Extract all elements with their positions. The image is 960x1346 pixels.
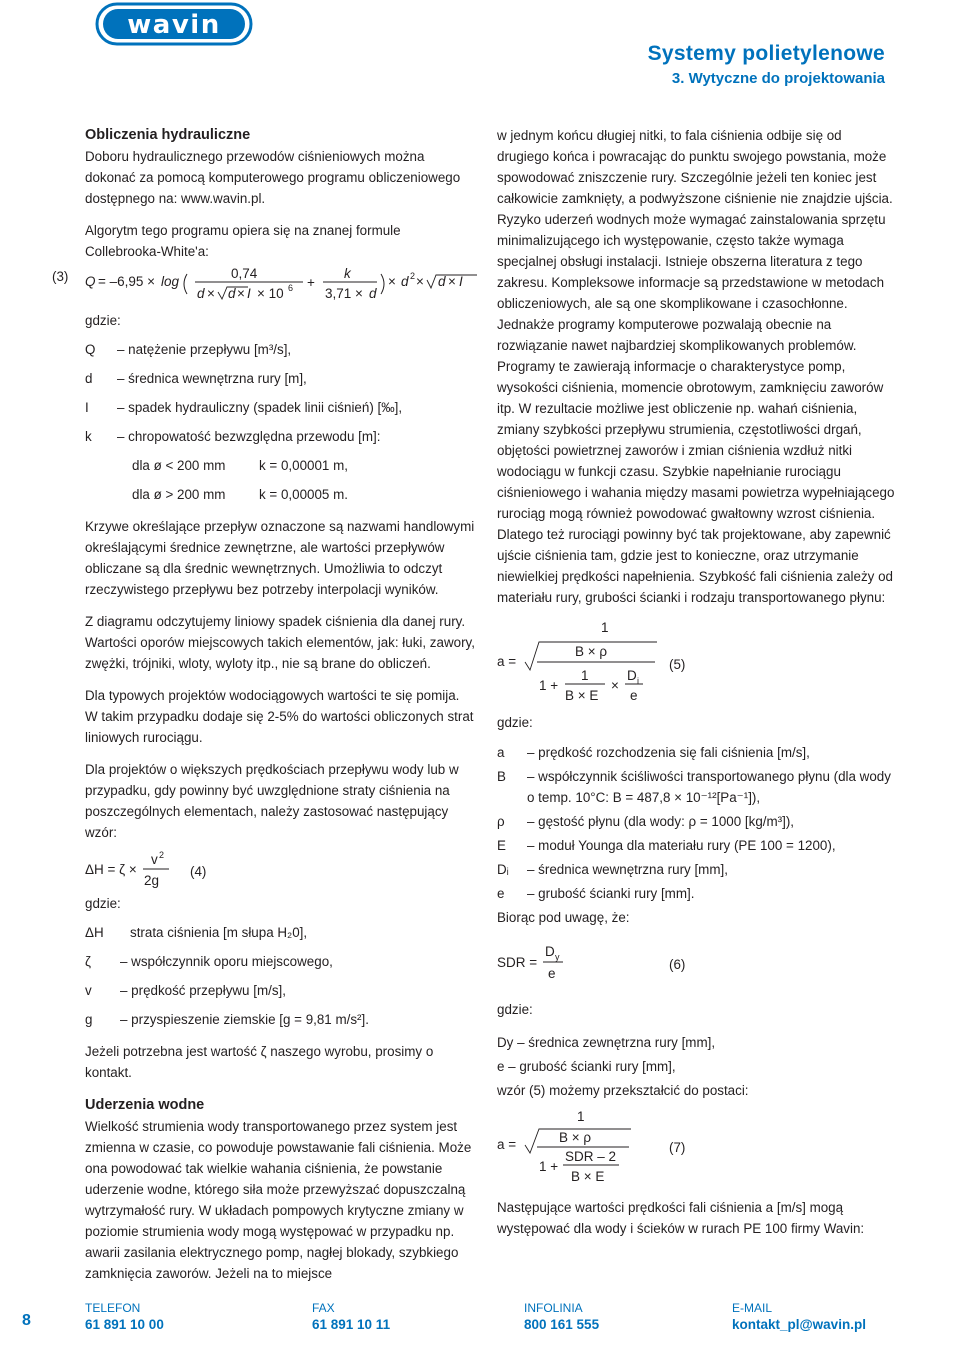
paragraph: Krzywe określające przepływ oznaczone są nazwami handlowymi określającymi średnice zewnętrzne, ale wartości przepływów obliczane są dla średnic wewnętrznych. Umożliwia to odczyt rzeczywistego przepływu bez potrzeby interpolacji wyników. <box>85 519 475 597</box>
svg-text:a =: a = <box>497 1137 517 1152</box>
definition-row <box>85 368 475 389</box>
svg-text:1: 1 <box>577 1109 585 1124</box>
svg-text:SDR =: SDR = <box>497 955 538 970</box>
definition-text: – współczynnik oporu miejscowego, <box>120 954 333 969</box>
svg-text:a =: a = <box>497 654 517 669</box>
definition-row <box>85 951 475 972</box>
formula-number: (7) <box>669 1140 686 1155</box>
footer-label: E-MAIL <box>732 1301 773 1315</box>
definition-symbol: d <box>85 371 93 386</box>
definition-symbol: k <box>85 429 92 444</box>
definition-symbol: ρ <box>497 814 505 829</box>
definition-text: – średnica wewnętrzna rury [mm], <box>527 862 728 877</box>
svg-text:3,71 ×: 3,71 × <box>325 286 363 301</box>
svg-text:×: × <box>416 274 424 289</box>
definition-symbol: v <box>85 983 92 998</box>
svg-text:2: 2 <box>159 850 165 860</box>
svg-text:I: I <box>459 274 463 289</box>
svg-text:ΔH = ζ ×: ΔH = ζ × <box>85 862 137 877</box>
svg-text:×: × <box>388 274 396 289</box>
svg-text:×: × <box>611 678 619 693</box>
definition-symbol: a <box>497 745 505 760</box>
svg-text:1 +: 1 + <box>539 678 559 693</box>
section-subtitle: 3. Wytyczne do projektowania <box>671 70 885 87</box>
paragraph: Następujące wartości prędkości fali ciśnienia a [m/s] mogą występować dla wody i ścieków w rurach PE 100 firmy Wavin: <box>497 1200 865 1236</box>
svg-text:×: × <box>448 274 456 289</box>
svg-text:2: 2 <box>410 271 416 281</box>
svg-text:d: d <box>197 286 205 301</box>
formula-wave-speed <box>497 612 897 712</box>
svg-text:1: 1 <box>601 620 609 635</box>
roughness-value: k = 0,00001 m, <box>259 458 348 473</box>
paragraph: Dla projektów o większych prędkościach przepływu wody lub w przypadku, gdy powinny być uwzględnione straty ciśnienia na poszczególnych elementach, należy zastosować następujący wzór: <box>85 762 459 840</box>
roughness-condition: dla ø < 200 mm <box>132 458 226 473</box>
svg-text:B × E: B × E <box>565 688 599 703</box>
svg-text:Q: Q <box>85 274 96 289</box>
paragraph: Dla typowych projektów wodociągowych wartości te się pomija. W takim przypadku dodaje się 2-5% do wartości obliczonych strat liniowych rurociągu. <box>85 688 474 745</box>
svg-text:6: 6 <box>288 283 294 293</box>
footer-value: 61 891 10 11 <box>312 1317 391 1332</box>
footer-hotline <box>524 1301 599 1333</box>
svg-text:B × ρ: B × ρ <box>559 1130 592 1145</box>
svg-text:d: d <box>369 286 377 301</box>
formula-number: (3) <box>52 269 69 284</box>
definition-row <box>497 859 897 880</box>
paragraph: Algorytm tego programu opiera się na znanej formule Collebrooka-White'a: <box>85 223 401 259</box>
roughness-value: k = 0,00005 m. <box>259 487 348 502</box>
paragraph: Wielkość strumienia wody transportowanego przez system jest zmienna w czasie, co powoduje powstawanie fali ciśnienia. Może ona powodować tak wielkie wahania ciśnienia, że powstanie uderzenie wodne, którego siła może przewyższać dopuszczalną wytrzymałość rury. W układach pompowych krytyczne zmiany w poziomie strumienia wody mogą występować w przypadku np. awarii zasilania elektrycznego pomp, nagłej blokady, szybkiego zamknięcia zaworów. Jeżeli na to miejsce <box>85 1119 472 1281</box>
definition-text: – przyspieszenie ziemskie [g = 9,81 m/s²]. <box>120 1012 369 1027</box>
label-gdzie: gdzie: <box>85 313 121 328</box>
formula-number: (6) <box>669 957 686 972</box>
definition-symbol: E <box>497 838 506 853</box>
roughness-condition: dla ø > 200 mm <box>132 487 226 502</box>
paragraph: Z diagramu odczytujemy liniowy spadek ciśnienia dla danej rury. Wartości oporów miejscowych takich elementów, jak: łuki, zawory, zwężki, trójniki, wloty, wyloty itp., nie są brane do obliczeń. <box>85 614 475 671</box>
heading-water-hammer: Uderzenia wodne <box>85 1097 205 1113</box>
svg-text:d: d <box>228 286 236 301</box>
definition-text: – natężenie przepływu [m³/s], <box>117 342 292 357</box>
label-gdzie: gdzie: <box>497 715 533 730</box>
definition-row <box>497 835 897 856</box>
svg-text:i: i <box>637 676 639 686</box>
definition-text: – moduł Younga dla materiału rury (PE 100 = 1200), <box>527 838 836 853</box>
paragraph: Doboru hydraulicznego przewodów ciśnieniowych można dokonać za pomocą komputerowego programu obliczeniowego dostępnego na: www.wavin.pl. <box>85 149 461 206</box>
svg-text:+: + <box>307 275 315 290</box>
formula-head-loss <box>85 847 475 893</box>
svg-text:d: d <box>438 274 446 289</box>
roughness-row <box>85 484 475 505</box>
page-title: Systemy polietylenowe <box>647 42 885 65</box>
definition-symbol: Q <box>85 342 96 357</box>
label-gdzie: gdzie: <box>85 896 121 911</box>
label-gdzie: gdzie: <box>497 1002 533 1017</box>
definition-row <box>85 426 475 447</box>
svg-text:v: v <box>151 852 158 867</box>
definition-text: – chropowatość bezwzględna przewodu [m]: <box>117 429 381 444</box>
definition-symbol: g <box>85 1012 93 1027</box>
definition-symbol: I <box>85 400 89 415</box>
definition-text: – średnica wewnętrzna rury [m], <box>117 371 307 386</box>
svg-text:B × E: B × E <box>571 1169 605 1184</box>
roughness-row <box>85 455 475 476</box>
definition-row <box>85 397 475 418</box>
paragraph: wzór (5) możemy przekształcić do postaci: <box>497 1083 749 1098</box>
right-column <box>497 125 897 1239</box>
svg-text:B × ρ: B × ρ <box>575 644 608 659</box>
definition-row <box>497 766 897 808</box>
formula-colebrook-graphic <box>85 260 485 310</box>
svg-text:D: D <box>545 944 555 959</box>
paragraph: Jeżeli potrzebna jest wartość ζ naszego wyrobu, prosimy o kontakt. <box>85 1044 434 1080</box>
svg-text:×: × <box>237 286 245 301</box>
formula-wave-speed-sdr <box>497 1105 897 1189</box>
svg-text:y: y <box>555 952 560 962</box>
footer-phone <box>85 1301 164 1333</box>
svg-text:0,74: 0,74 <box>231 266 258 281</box>
svg-text:e: e <box>548 966 556 981</box>
definition-text: – spadek hydrauliczny (spadek linii ciśnień) [‰], <box>117 400 403 415</box>
svg-text:D: D <box>627 668 637 683</box>
definition-text: – współczynnik ściśliwości transportowanego płynu (dla wody o temp. 10°C: B = 487,8 × 10⁻¹²[Pa⁻¹]), <box>527 769 891 805</box>
left-column <box>52 125 475 1284</box>
formula-number: (4) <box>190 864 207 879</box>
footer <box>0 1300 960 1340</box>
wavin-logo <box>95 2 253 46</box>
svg-text:log: log <box>161 274 180 289</box>
definition-row <box>85 1009 475 1030</box>
formula-wave-speed-graphic <box>497 612 757 712</box>
footer-label: TELEFON <box>85 1301 141 1315</box>
paragraph: w jednym końcu długiej nitki, to fala ciśnienia odbije się od drugiego końca i powracając do punktu swojego powstania, może spowodować zniszczenie rury. Szczególnie jeżeli ten koniec jest całkowicie zamknięty, a podwyższone ciśnienie nie znajdzie ujścia. Ryzyko uderzeń wodnych może wymagać zainstalowania sprzętu minimalizującego ich występowanie, często także wymaga specjalnej obsługi instalacji. Istnieje obszerna literatura z tego zakresu. Kompleksowe informacje są przedstawione w metodach obliczeniowych, ale są one skomplikowane i czasochłonne. Jednakże programy komputerowe pozwalają obecnie na rozwiązanie nawet najbardziej skomplikowanych problemów. Programy te zawierają informacje o charakterystyce pomp, wysokości ciśnienia, momencie obrotowym, zamknięciu zaworów itp. W rezultacie możliwe jest obliczenie np. wahań ciśnienia, zmiany szybkości przepływu strumienia, częstotliwości drgań, objętości powietrznej zaworów i zmian ciśnienia wzdłuż nitki wodociągu w funkcji czasu. Szybkie napełnianie rurociągu ciśnieniowego i wahania między masami powietrza wypełniającego rurociąg mogą również powodować gwałtowny wzrost ciśnienia. Dlatego też rurociągi powinny być tak projektowane, aby zapewnić ujście ciśnienia tam, gdzie jest to konieczne, oraz utrzymanie niewielkiej prędkości napełnienia. Szybkość fali ciśnienia zależy od materiału rury, grubości ścianki i rodzaju transportowanego płynu: <box>497 128 895 605</box>
footer-value: 61 891 10 00 <box>85 1317 164 1332</box>
definition-text: strata ciśnienia [m słupa H₂0], <box>130 925 308 940</box>
definition-text: – gęstość płynu (dla wody: ρ = 1000 [kg/m³]), <box>527 814 795 829</box>
footer-email <box>732 1301 866 1333</box>
formula-number: (5) <box>669 657 686 672</box>
definition-text: – prędkość przepływu [m/s], <box>120 983 286 998</box>
definition-row <box>85 922 475 943</box>
svg-text:×: × <box>207 286 215 301</box>
svg-text:× 10: × 10 <box>257 286 284 301</box>
paragraph: Biorąc pod uwagę, że: <box>497 910 630 925</box>
svg-text:d: d <box>401 274 409 289</box>
svg-text:I: I <box>247 286 251 301</box>
definition-text: – grubość ścianki rury [mm]. <box>527 886 695 901</box>
svg-text:1 +: 1 + <box>539 1159 559 1174</box>
definition-symbol: Dᵢ <box>497 862 509 877</box>
heading-hydraulic: Obliczenia hydrauliczne <box>85 127 251 143</box>
footer-email-link[interactable]: kontakt_pl@wavin.pl <box>732 1317 866 1332</box>
definition-symbol: B <box>497 769 506 784</box>
svg-text:1: 1 <box>581 668 589 683</box>
definition-symbol: ΔH <box>85 925 104 940</box>
svg-text:SDR – 2: SDR – 2 <box>565 1149 617 1164</box>
formula-sdr-graphic <box>497 934 697 990</box>
svg-text:k: k <box>344 266 351 281</box>
paragraph: Dy – średnica zewnętrzna rury [mm], <box>497 1035 716 1050</box>
footer-label: FAX <box>312 1301 335 1315</box>
footer-label: INFOLINIA <box>524 1301 583 1315</box>
formula-sdr <box>497 934 897 990</box>
svg-text:= –6,95 ×: = –6,95 × <box>98 274 156 289</box>
definition-row <box>85 980 475 1001</box>
formula-colebrook <box>52 266 475 318</box>
svg-text:2g: 2g <box>144 873 160 888</box>
footer-fax <box>312 1301 390 1333</box>
definition-row <box>497 811 897 832</box>
definition-row <box>497 742 897 763</box>
definition-symbol: e <box>497 886 505 901</box>
definition-row <box>497 883 897 904</box>
svg-text:e: e <box>630 688 638 703</box>
footer-value: 800 161 555 <box>524 1317 600 1332</box>
formula-head-loss-graphic <box>85 847 285 893</box>
paragraph: e – grubość ścianki rury [mm], <box>497 1059 676 1074</box>
definition-text: – prędkość rozchodzenia się fali ciśnienia [m/s], <box>527 745 810 760</box>
page-number: 8 <box>22 1312 31 1329</box>
definition-row <box>85 339 475 360</box>
definition-symbol: ζ <box>85 954 91 969</box>
logo-text: wavin <box>127 10 221 40</box>
